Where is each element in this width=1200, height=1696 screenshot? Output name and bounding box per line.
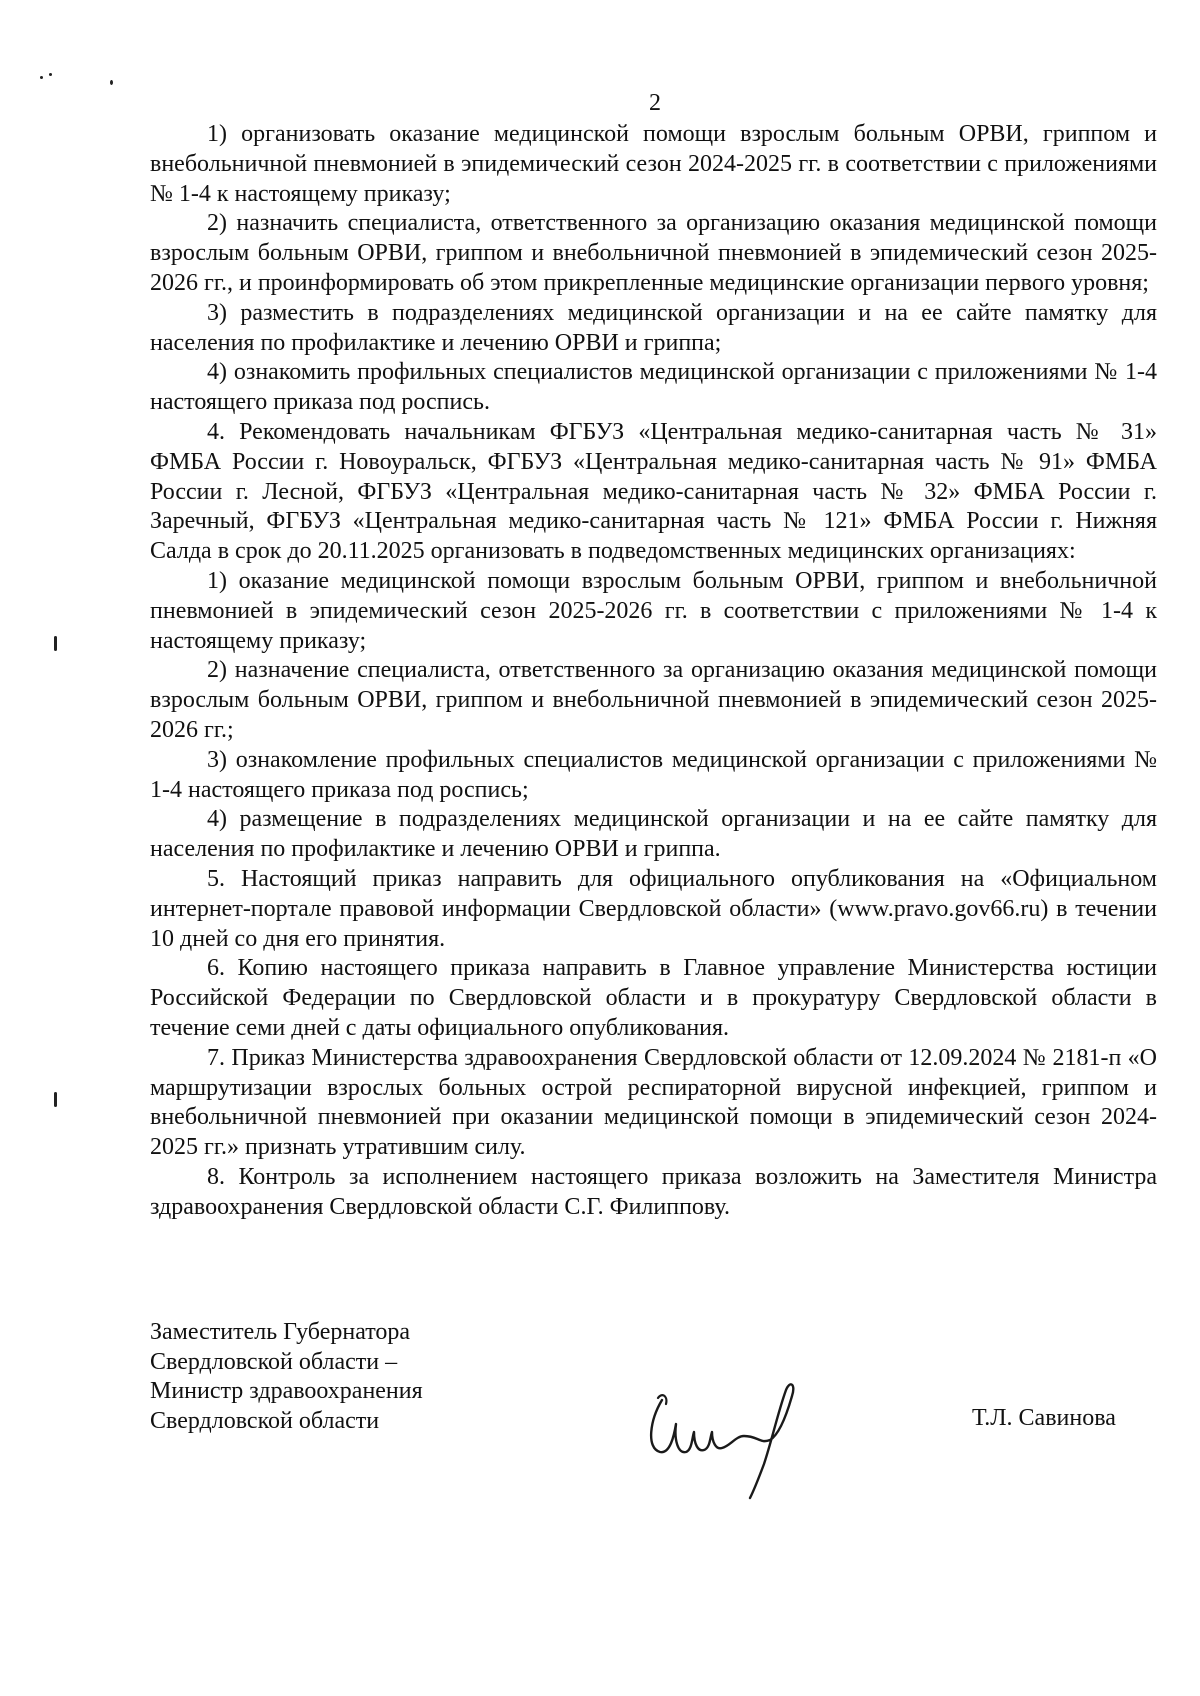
scan-speck xyxy=(54,636,57,651)
signatory-name: Т.Л. Савинова xyxy=(972,1405,1116,1431)
paragraph: 8. Контроль за исполнением настоящего приказа возложить на Заместителя Министра здравоохранения Свердловской области С.Г. Филиппову. xyxy=(150,1163,1157,1220)
paragraph: 4) размещение в подразделениях медицинской организации и на ее сайте памятку для населения по профилактике и лечению ОРВИ и гриппа. xyxy=(150,806,1157,863)
scan-speck xyxy=(49,73,52,76)
paragraph: 5. Настоящий приказ направить для официального опубликования на «Официальном интернет-портале правовой информации Свердловской области» (www.pravo.gov66.ru) в течении 10 дней со дня его принятия. xyxy=(150,865,1157,952)
page-number: 2 xyxy=(649,90,661,116)
scan-speck xyxy=(40,76,43,79)
paragraph: 7. Приказ Министерства здравоохранения Свердловской области от 12.09.2024 № 2181-п «О маршрутизации взрослых больных острой респираторной вирусной инфекцией, гриппом и внебольничной пневмонией при оказании медицинской помощи в эпидемический сезон 2024-2025 гг.» признать утратившим силу. xyxy=(150,1044,1157,1161)
scan-speck xyxy=(110,80,113,85)
signatory-title xyxy=(150,1318,423,1436)
signatory-title-line: Свердловской области xyxy=(150,1407,380,1434)
paragraph: 2) назначить специалиста, ответственного за организацию оказания медицинской помощи взрослым больным ОРВИ, гриппом и внебольничной пневмонией в эпидемический сезон 2025-2026 гг., и проинформировать об этом прикрепленные медицинские организации первого уровня; xyxy=(150,210,1157,296)
paragraph: 1) организовать оказание медицинской помощи взрослым больным ОРВИ, гриппом и внебольничной пневмонией в эпидемический сезон 2024-2025 гг. в соответствии с приложениями № 1-4 к настоящему приказу; xyxy=(150,121,1157,207)
paragraph: 2) назначение специалиста, ответственного за организацию оказания медицинской помощи взрослым больным ОРВИ, гриппом и внебольничной пневмонией в эпидемический сезон 2025-2026 гг.; xyxy=(150,657,1157,743)
paragraph: 4) ознакомить профильных специалистов медицинской организации с приложениями № 1-4 настоящего приказа под роспись. xyxy=(150,359,1157,416)
paragraph: 3) ознакомление профильных специалистов медицинской организации с приложениями № 1-4 настоящего приказа под роспись; xyxy=(150,746,1157,803)
signatory-title-line: Министр здравоохранения xyxy=(150,1378,423,1404)
paragraph: 6. Копию настоящего приказа направить в Главное управление Министерства юстиции Российской Федерации по Свердловской области и в прокуратуру Свердловской области в течение семи дней с даты официального опубликования. xyxy=(150,955,1157,1041)
scan-speck xyxy=(54,1092,57,1107)
paragraph: 1) оказание медицинской помощи взрослым больным ОРВИ, гриппом и внебольничной пневмонией в эпидемический сезон 2025-2026 гг. в соответствии с приложениями № 1-4 к настоящему приказу; xyxy=(150,567,1157,654)
handwritten-signature xyxy=(640,1340,810,1500)
paragraph: 4. Рекомендовать начальникам ФГБУЗ «Центральная медико-санитарная часть № 31» ФМБА России г. Новоуральск, ФГБУЗ «Центральная медико-санитарная часть № 91» ФМБА России г. Лесной, ФГБУЗ «Центральная медико-санитарная часть № 32» ФМБА России г. Заречный, ФГБУЗ «Центральная медико-санитарная часть № 121» ФМБА России г. Нижняя Салда в срок до 20.11.2025 организовать в подведомственных медицинских организациях: xyxy=(150,418,1157,565)
paragraph: 3) разместить в подразделениях медицинской организации и на ее сайте памятку для населения по профилактике и лечению ОРВИ и гриппа; xyxy=(150,299,1157,356)
document-body xyxy=(150,120,1157,1222)
signatory-title-line: Свердловской области – xyxy=(150,1348,398,1375)
signatory-title-line: Заместитель Губернатора xyxy=(150,1319,411,1345)
